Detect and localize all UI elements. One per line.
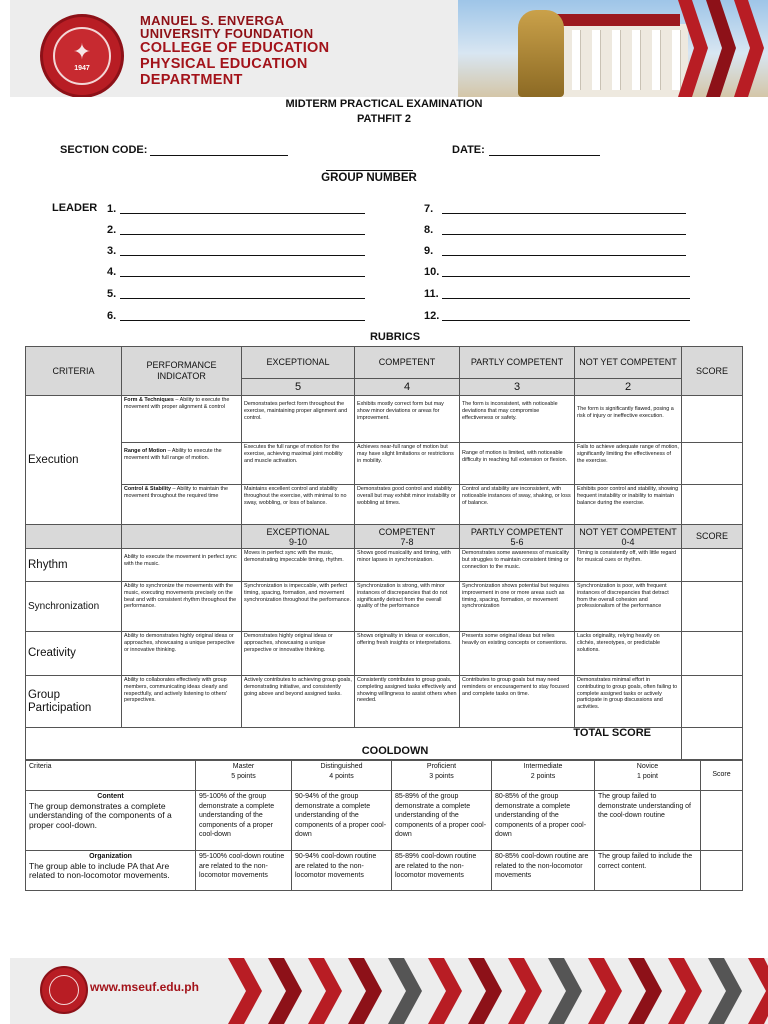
cooldown-table — [25, 760, 743, 891]
criteria-synchronization: Synchronization — [26, 582, 122, 632]
score-cell[interactable] — [682, 676, 743, 728]
group-number-label: GROUP NUMBER — [321, 172, 417, 184]
score-header: SCORE — [682, 525, 743, 549]
rubric-cell: Exhibits mostly correct form but may show minor deviations or areas for improvement. — [355, 396, 460, 443]
score-cell[interactable] — [701, 791, 743, 851]
exam-title: MIDTERM PRACTICAL EXAMINATION — [285, 98, 483, 110]
member-name-field[interactable] — [120, 298, 365, 299]
rubric-cell: The form is inconsistent, with noticeable deviations that may compromise effectiveness or safety. — [460, 396, 575, 443]
member-number: 2. — [107, 224, 117, 236]
chevron-decoration-icon — [734, 0, 764, 97]
rubric-cell: The group failed to include the correct content. — [595, 851, 701, 891]
competent-header: COMPETENT 7-8 — [355, 525, 460, 549]
rubric-cell: Fails to achieve adequate range of motion, significantly limiting the effectiveness of the exercise. — [575, 443, 682, 485]
rubric-cell: Demonstrates some awareness of musicality but struggles to maintain consistent timing or connection to the music. — [460, 549, 575, 582]
university-seal-icon: ✦ 1947 — [40, 14, 124, 97]
member-name-field[interactable] — [120, 213, 365, 214]
member-name-field[interactable] — [442, 276, 690, 277]
rubric-cell: The group failed to demonstrate understanding of the cool-down routine — [595, 791, 701, 851]
table-row — [26, 443, 743, 485]
score-header: SCORE — [682, 347, 743, 396]
member-number: 8. — [424, 224, 434, 236]
rubrics-header-row-2 — [26, 525, 743, 549]
points-exceptional: 5 — [242, 379, 355, 396]
criteria-header: Criteria — [26, 761, 196, 791]
rubric-cell: 85-89% of the group demonstrate a complete understanding of the components of a proper cool-down — [392, 791, 492, 851]
master-header: Master 5 points — [196, 761, 292, 791]
rubrics-header-row — [26, 347, 743, 379]
date-field[interactable] — [489, 155, 600, 156]
member-number: 10. — [424, 266, 440, 278]
rubric-cell: Demonstrates minimal effort in contributing to group goals, often failing to complete assigned tasks or actively participate in group discussions and activities. — [575, 676, 682, 728]
member-number: 6. — [107, 310, 117, 322]
partly-header: PARTLY COMPETENT — [460, 347, 575, 379]
rubric-cell: 80-85% of the group demonstrate a complete understanding of the components of a proper cool-down — [492, 791, 595, 851]
footer-banner — [10, 958, 768, 1024]
blank-header-cell — [122, 525, 242, 549]
intermediate-header: Intermediate 2 points — [492, 761, 595, 791]
leader-label: LEADER — [52, 202, 98, 214]
score-cell[interactable] — [682, 485, 743, 525]
rubrics-title: RUBRICS — [369, 331, 421, 343]
seal-year: 1947 — [74, 65, 90, 72]
header-banner — [10, 0, 768, 97]
exceptional-header: EXCEPTIONAL — [242, 347, 355, 379]
member-number: 4. — [107, 266, 117, 278]
university-seal-icon — [40, 966, 88, 1014]
rubric-cell: 90-94% cool-down routine are related to the non-locomotor movements — [292, 851, 392, 891]
chevron-decoration-icon — [706, 0, 736, 97]
exam-subtitle: PATHFIT 2 — [357, 113, 411, 125]
rubric-cell: Presents some original ideas but relies heavily on existing concepts or conventions. — [460, 632, 575, 676]
rubric-cell: Consistently contributes to group goals, completing assigned tasks effectively and showing willingness to assist others when needed. — [355, 676, 460, 728]
table-row — [26, 582, 743, 632]
table-row — [26, 396, 743, 443]
member-number: 5. — [107, 288, 117, 300]
partly-header: PARTLY COMPETENT 5-6 — [460, 525, 575, 549]
member-name-field[interactable] — [442, 255, 686, 256]
distinguished-header: Distinguished 4 points — [292, 761, 392, 791]
rubric-cell: 95-100% of the group demonstrate a complete understanding of the components of a proper cool-down — [196, 791, 292, 851]
score-cell[interactable] — [701, 851, 743, 891]
score-cell[interactable] — [682, 549, 743, 582]
member-name-field[interactable] — [120, 234, 365, 235]
rubric-cell: Demonstrates good control and stability overall but may exhibit minor instability or wobbling at times. — [355, 485, 460, 525]
exceptional-header: EXCEPTIONAL 9-10 — [242, 525, 355, 549]
member-number: 3. — [107, 245, 117, 257]
rubric-cell: Exhibits poor control and stability, showing frequent instability or inability to maintain balance during the exercise. — [575, 485, 682, 525]
member-number: 12. — [424, 310, 440, 322]
rubric-cell: Demonstrates perfect form throughout the exercise, maintaining proper alignment and control. — [242, 396, 355, 443]
rubric-cell: The form is significantly flawed, posing a risk of injury or ineffective execution. — [575, 396, 682, 443]
blank-header-cell — [26, 525, 122, 549]
criteria-organization: Organization The group able to include PA that Are related to non-locomotor movements. — [26, 851, 196, 891]
competent-header: COMPETENT — [355, 347, 460, 379]
criteria-rhythm: Rhythm — [26, 549, 122, 582]
indicator-cell: Ability to synchronize the movements with the music, executing movements precisely on the beat and with consistent rhythm throughout the performance. — [122, 582, 242, 632]
indicator-cell: Ability to demonstrates highly original ideas or approaches, showcasing a unique perspective or innovative thinking. — [122, 632, 242, 676]
indicator-cell: Ability to execute the movement in perfect sync with the music. — [122, 549, 242, 582]
college-name: COLLEGE OF EDUCATION — [140, 40, 330, 56]
department-line1: PHYSICAL EDUCATION — [140, 56, 308, 72]
rubric-cell: Actively contributes to achieving group goals, demonstrating initiative, and consistently going above and beyond assigned tasks. — [242, 676, 355, 728]
criteria-creativity: Creativity — [26, 632, 122, 676]
member-number: 9. — [424, 245, 434, 257]
department-line2: DEPARTMENT — [140, 72, 243, 88]
rubric-cell: 95-100% cool-down routine are related to the non-locomotor movements — [196, 851, 292, 891]
rubric-cell: Achieves near-full range of motion but may have slight limitations or restrictions in mobility. — [355, 443, 460, 485]
date-label: DATE: — [452, 144, 485, 156]
member-number: 7. — [424, 203, 434, 215]
rubric-cell: Synchronization is strong, with minor instances of discrepancies that do not significantly detract from the overall quality of the performance — [355, 582, 460, 632]
header-title-block — [140, 14, 329, 88]
score-header: Score — [701, 761, 743, 791]
chevron-decoration-icon — [678, 0, 708, 97]
rubric-cell: Shows originality in ideas or execution, offering fresh insights or interpretations. — [355, 632, 460, 676]
table-row — [26, 676, 743, 728]
score-cell[interactable] — [682, 582, 743, 632]
score-cell[interactable] — [682, 632, 743, 676]
member-name-field[interactable] — [120, 276, 365, 277]
rubric-cell: Executes the full range of motion for the exercise, achieving maximal joint mobility and muscle activation. — [242, 443, 355, 485]
rubric-cell: Synchronization is poor, with frequent instances of discrepancies that detract from the overall cohesion and professionalism of the performance — [575, 582, 682, 632]
cooldown-header-row — [26, 761, 743, 791]
rubric-cell: Contributes to group goals but may need reminders or encouragement to stay focused and complete tasks on time. — [460, 676, 575, 728]
indicator-cell: Ability to collaborates effectively with group members, communicating ideas clearly and respectfully, and actively listening to others' perspectives. — [122, 676, 242, 728]
member-name-field[interactable] — [442, 234, 686, 235]
table-row — [26, 485, 743, 525]
member-name-field[interactable] — [442, 213, 686, 214]
total-score-label: TOTAL SCORE — [26, 728, 682, 760]
section-code-field[interactable] — [150, 155, 288, 156]
table-row — [26, 632, 743, 676]
rubric-cell: 85-89% cool-down routine are related to the non-locomotor movements — [392, 851, 492, 891]
section-code-label: SECTION CODE: — [60, 144, 148, 156]
novice-header: Novice 1 point — [595, 761, 701, 791]
member-number: 11. — [424, 288, 439, 300]
university-name-line2: UNIVERSITY FOUNDATION — [140, 26, 314, 41]
notyet-header: NOT YET COMPETENT — [575, 347, 682, 379]
rubrics-table — [25, 346, 743, 760]
member-name-field[interactable] — [442, 320, 690, 321]
chevron-decoration-icon — [228, 958, 768, 1024]
rubric-cell: Synchronization is impeccable, with perfect timing, spacing, formation, and movement synchronization throughout the performance. — [242, 582, 355, 632]
website-link[interactable]: www.mseuf.edu.ph — [90, 980, 199, 994]
rubric-cell: 80-85% cool-down routine are related to the non-locomotor movements — [492, 851, 595, 891]
indicator-header: PERFORMANCE INDICATOR — [122, 347, 242, 396]
rubric-cell: Timing is consistently off, with little regard for musical cues or rhythm. — [575, 549, 682, 582]
member-number: 1. — [107, 203, 117, 215]
rubric-cell: Range of motion is limited, with noticeable difficulty in reaching full extension or flexion. — [460, 443, 575, 485]
statue-image — [518, 10, 564, 97]
group-number-field[interactable] — [326, 170, 413, 171]
indicator-cell: Control & Stability – Ability to maintain the movement throughout the required time — [122, 485, 242, 525]
criteria-group-participation: Group Participation — [26, 676, 122, 728]
score-cell[interactable] — [682, 396, 743, 443]
rubric-cell: Demonstrates highly original ideas or approaches, showcasing a unique perspective or innovative thinking. — [242, 632, 355, 676]
criteria-execution: Execution — [26, 396, 122, 525]
table-row — [26, 791, 743, 851]
criteria-header: CRITERIA — [26, 347, 122, 396]
points-competent: 4 — [355, 379, 460, 396]
score-cell[interactable] — [682, 443, 743, 485]
points-partly: 3 — [460, 379, 575, 396]
university-name-line1: MANUEL S. ENVERGA — [140, 13, 285, 28]
points-notyet: 2 — [575, 379, 682, 396]
table-row — [26, 549, 743, 582]
rubric-cell: Synchronization shows potential but requires improvement in one or more areas such as timing, spacing, formation, or movement synchronization — [460, 582, 575, 632]
indicator-cell: Range of Motion – Ability to execute the movement with full range of motion. — [122, 443, 242, 485]
notyet-header: NOT YET COMPETENT 0-4 — [575, 525, 682, 549]
rubric-cell: Control and stability are inconsistent, with noticeable instances of sway, shaking, or loss of balance. — [460, 485, 575, 525]
criteria-content: Content The group demonstrates a complete understanding of the components of a proper cool-down. — [26, 791, 196, 851]
campus-photo — [458, 0, 768, 97]
member-name-field[interactable] — [120, 255, 365, 256]
indicator-cell: Form & Techniques – Ability to execute the movement with proper alignment & control — [122, 396, 242, 443]
rubric-cell: Shows good musicality and timing, with minor lapses in synchronization. — [355, 549, 460, 582]
rubric-cell: Lacks originality, relying heavily on clichés, stereotypes, or predictable solutions. — [575, 632, 682, 676]
cooldown-title: COOLDOWN — [361, 745, 429, 757]
rubric-cell: Moves in perfect sync with the music, demonstrating impeccable timing, rhythm. — [242, 549, 355, 582]
rubric-cell: Maintains excellent control and stability throughout the exercise, with minimal to no sway, wobbling, or loss of balance. — [242, 485, 355, 525]
table-row — [26, 851, 743, 891]
member-name-field[interactable] — [120, 320, 365, 321]
rubric-cell: 90-94% of the group demonstrate a complete understanding of the components of a proper cool-down — [292, 791, 392, 851]
proficient-header: Proficient 3 points — [392, 761, 492, 791]
member-name-field[interactable] — [442, 298, 690, 299]
